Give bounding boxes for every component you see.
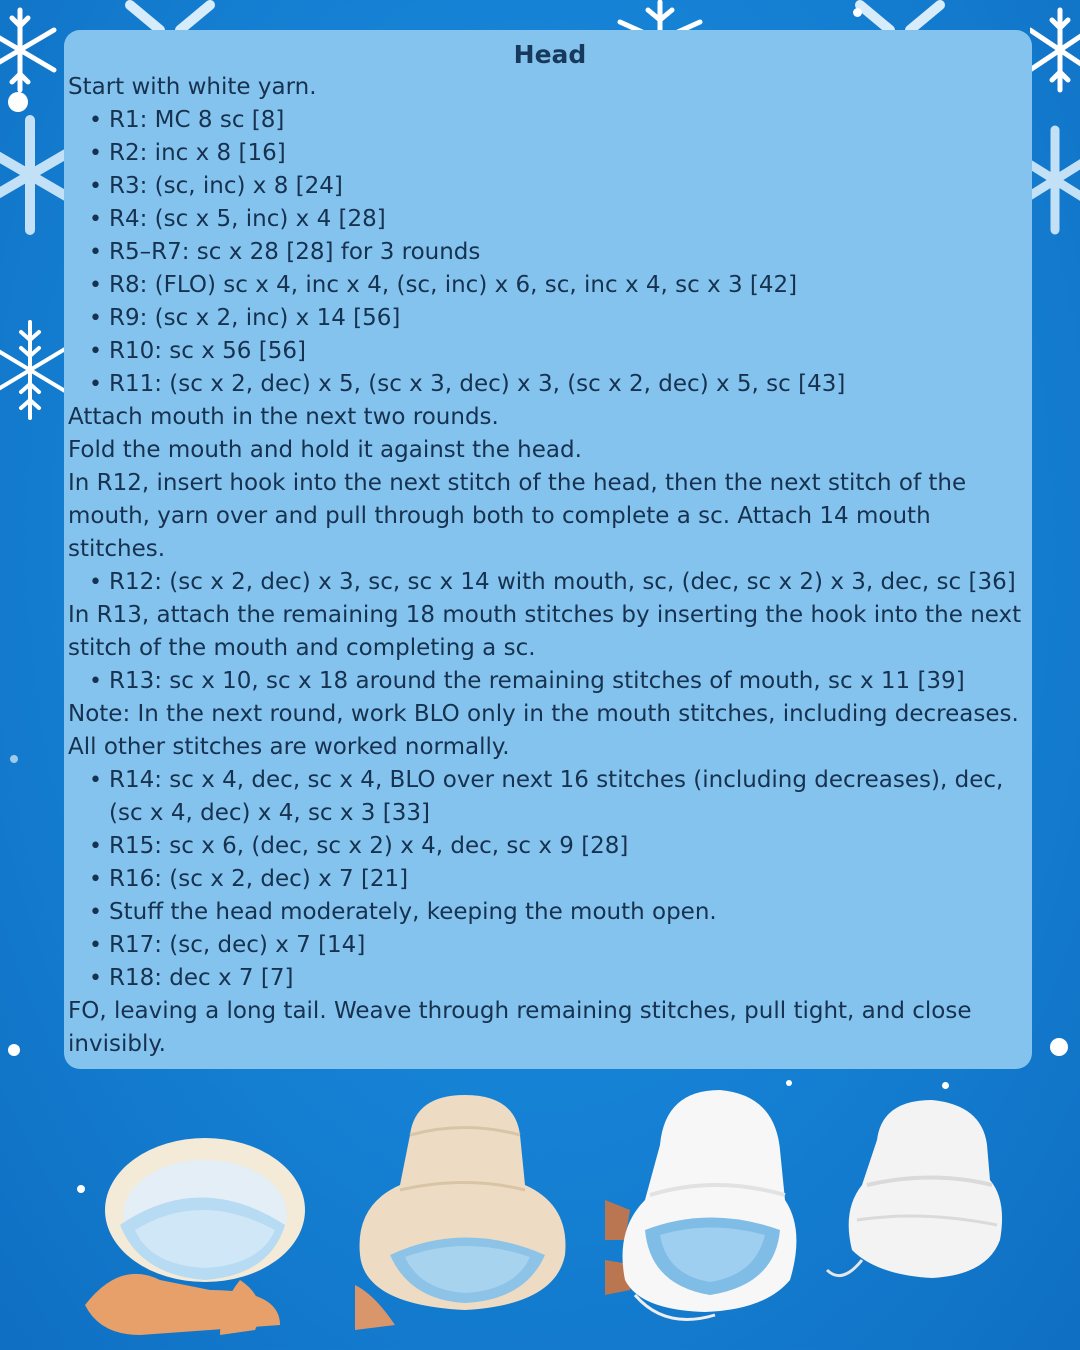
instruction-paragraph: In R12, insert hook into the next stitch of the head, then the next stitch of the mouth, yarn over and pull through both to complete a sc. Attach 14 mouth stitches. xyxy=(68,470,967,562)
instruction-paragraph: Fold the mouth and hold it against the head. xyxy=(68,437,582,463)
snowflake-icon xyxy=(1030,5,1080,95)
instruction-step: • Stuff the head moderately, keeping the mouth open. xyxy=(109,896,1032,929)
instruction-step: • R2: inc x 8 [16] xyxy=(109,137,1032,170)
crochet-head-photo-3 xyxy=(605,1090,800,1330)
snowflake-icon xyxy=(0,0,60,100)
instruction-step: • R17: (sc, dec) x 7 [14] xyxy=(109,929,1032,962)
instruction-step: • R9: (sc x 2, inc) x 14 [56] xyxy=(109,302,1032,335)
snow-dot xyxy=(10,755,18,763)
instruction-step: • R18: dec x 7 [7] xyxy=(109,962,1032,995)
instruction-step: • R12: (sc x 2, dec) x 3, sc, sc x 14 with mouth, sc, (dec, sc x 2) x 3, dec, sc [36] xyxy=(109,566,1032,599)
snowflake-icon xyxy=(120,0,220,30)
instruction-list xyxy=(68,566,1032,599)
instruction-step: • R5–R7: sc x 28 [28] for 3 rounds xyxy=(109,236,1032,269)
photo-strip xyxy=(0,1090,1080,1340)
snow-dot xyxy=(8,1044,20,1056)
instruction-step: • R4: (sc x 5, inc) x 4 [28] xyxy=(109,203,1032,236)
snow-dot xyxy=(1050,1038,1068,1056)
instruction-step: • R13: sc x 10, sc x 18 around the remaining stitches of mouth, sc x 11 [39] xyxy=(109,665,1032,698)
snow-dot xyxy=(942,1082,949,1089)
instruction-card xyxy=(64,30,1032,1069)
instruction-list xyxy=(68,665,1032,698)
instruction-paragraph: Start with white yarn. xyxy=(68,74,317,100)
instruction-paragraph: Attach mouth in the next two rounds. xyxy=(68,404,499,430)
instruction-step: • R10: sc x 56 [56] xyxy=(109,335,1032,368)
snowflake-icon xyxy=(1030,120,1080,240)
instruction-step: • R11: (sc x 2, dec) x 5, (sc x 3, dec) x 3, (sc x 2, dec) x 5, sc [43] xyxy=(109,368,1032,401)
instruction-paragraph: FO, leaving a long tail. Weave through remaining stitches, pull tight, and close invisibly. xyxy=(68,998,972,1057)
pattern-instructions xyxy=(68,71,1032,1061)
instruction-list xyxy=(68,104,1032,401)
instruction-paragraph: In R13, attach the remaining 18 mouth stitches by inserting the hook into the next stitch of the mouth and completing a sc. xyxy=(68,602,1022,661)
snowflake-icon xyxy=(850,0,950,30)
snowflake-icon xyxy=(610,0,710,30)
crochet-head-photo-2 xyxy=(355,1095,570,1330)
crochet-head-photo-4 xyxy=(822,1100,1007,1300)
instruction-step: • R15: sc x 6, (dec, sc x 2) x 4, dec, sc x 9 [28] xyxy=(109,830,1032,863)
instruction-paragraph: Note: In the next round, work BLO only in the mouth stitches, including decreases. All other stitches are worked normally. xyxy=(68,701,1019,760)
instruction-list xyxy=(68,764,1032,995)
instruction-step: • R3: (sc, inc) x 8 [24] xyxy=(109,170,1032,203)
instruction-step: • R16: (sc x 2, dec) x 7 [21] xyxy=(109,863,1032,896)
snowflake-icon xyxy=(0,315,70,425)
snow-dot xyxy=(8,92,28,112)
snow-dot xyxy=(786,1080,792,1086)
instruction-step: • R8: (FLO) sc x 4, inc x 4, (sc, inc) x 6, sc, inc x 4, sc x 3 [42] xyxy=(109,269,1032,302)
card-title: Head xyxy=(513,40,587,69)
snow-dot xyxy=(853,8,862,17)
crochet-head-photo-1 xyxy=(80,1130,310,1340)
instruction-step: • R1: MC 8 sc [8] xyxy=(109,104,1032,137)
instruction-step: • R14: sc x 4, dec, sc x 4, BLO over next 16 stitches (including decreases), dec, (sc x 4, dec) x 4, sc x 3 [33] xyxy=(109,764,1032,830)
